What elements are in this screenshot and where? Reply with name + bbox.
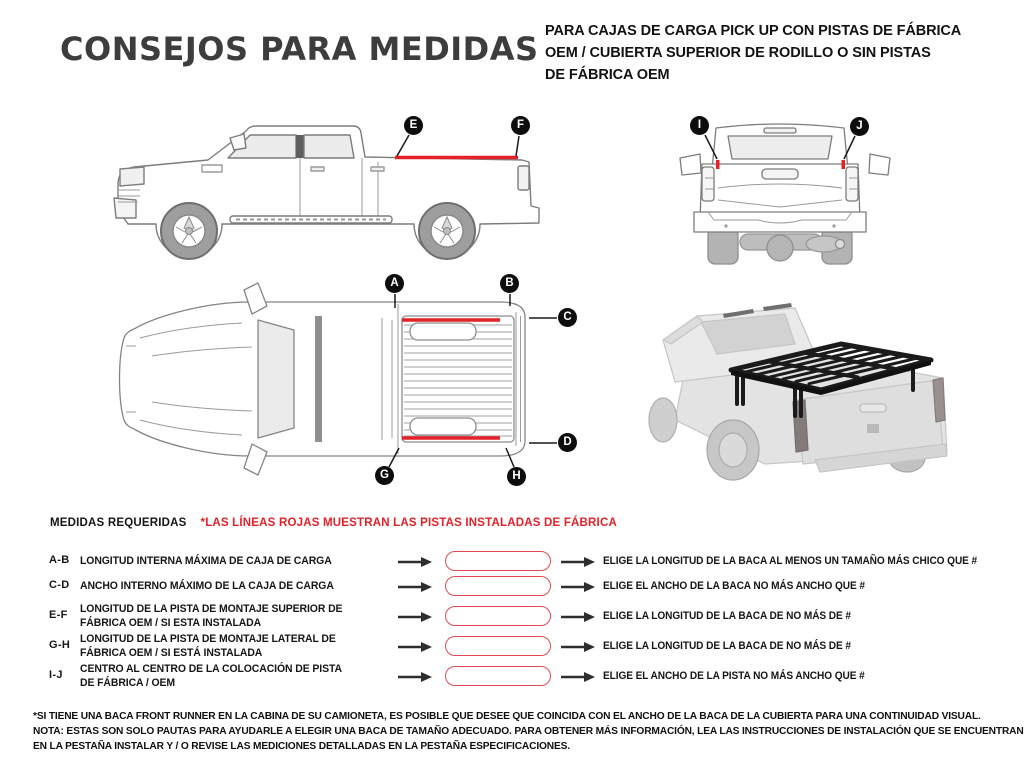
marker-j: J bbox=[850, 117, 869, 136]
arrow-right-icon bbox=[398, 671, 432, 683]
measure-description: ANCHO INTERNO MÁXIMO DE LA CAJA DE CARGA bbox=[80, 580, 334, 592]
factory-track-red-mark-right bbox=[842, 160, 846, 169]
selection-instruction: ELIGE LA LONGITUD DE LA BACA DE NO MÁS DE # bbox=[603, 610, 851, 622]
subtitle-line: OEM / CUBIERTA SUPERIOR DE RODILLO O SIN PISTAS bbox=[545, 45, 931, 61]
marker-i: I bbox=[690, 116, 709, 135]
marker-e: E bbox=[404, 116, 423, 135]
marker-d: D bbox=[558, 433, 577, 452]
measurement-entry-field bbox=[445, 551, 551, 571]
arrow-right-icon bbox=[398, 641, 432, 653]
marker-connectors-side bbox=[397, 135, 519, 156]
selection-instruction: ELIGE LA LONGITUD DE LA BACA DE NO MÁS DE # bbox=[603, 640, 851, 652]
truck-rack-render bbox=[645, 292, 1024, 492]
measurement-entry-field bbox=[445, 636, 551, 656]
footnote-line: *SI TIENE UNA BACA FRONT RUNNER EN LA CABINA DE SU CAMIONETA, ES POSIBLE QUE DESEE QUE COINCIDA CON EL ANCHO DE LA BACA DE LA CUBIERTA PARA UNA CONTINUIDAD VISUAL. bbox=[33, 711, 981, 722]
measure-code: I-J bbox=[49, 669, 63, 681]
arrow-right-icon bbox=[398, 556, 432, 568]
arrow-right-icon bbox=[561, 556, 595, 568]
footnote-line: NOTA: ESTAS SON SOLO PAUTAS PARA AYUDARLE A ELEGIR UNA BACA DE TAMAÑO ADECUADO. PARA OBTENER MÁS INFORMACIÓN, LEA LAS INSTRUCCIONES DE INSTALACIÓN QUE SE ENCUENTRAN bbox=[33, 726, 1024, 738]
truck-side-view-diagram bbox=[110, 110, 555, 268]
measurement-row-ij bbox=[0, 663, 1024, 692]
arrow-right-icon bbox=[561, 581, 595, 593]
footnotes bbox=[33, 709, 1024, 755]
required-measures-label: MEDIDAS REQUERIDAS bbox=[50, 517, 187, 529]
truck-top-view-diagram bbox=[110, 268, 585, 496]
subtitle-line: PARA CAJAS DE CARGA PICK UP CON PISTAS DE FÁBRICA bbox=[545, 23, 962, 39]
subtitle-line: DE FÁBRICA OEM bbox=[545, 67, 670, 83]
marker-f: F bbox=[511, 116, 530, 135]
truck-rack-render-drawing bbox=[645, 292, 1024, 492]
factory-track-red-mark-left bbox=[716, 160, 720, 169]
marker-c: C bbox=[558, 308, 577, 327]
measurement-entry-field bbox=[445, 576, 551, 596]
selection-instruction: ELIGE LA LONGITUD DE LA BACA AL MENOS UN TAMAÑO MÁS CHICO QUE # bbox=[603, 555, 978, 567]
selection-instruction: ELIGE EL ANCHO DE LA BACA NO MÁS ANCHO QUE # bbox=[603, 580, 865, 592]
red-lines-note: *LAS LÍNEAS ROJAS MUESTRAN LAS PISTAS INSTALADAS DE FÁBRICA bbox=[200, 517, 617, 529]
subtitle bbox=[545, 20, 961, 86]
measurement-entry-field bbox=[445, 666, 551, 686]
selection-instruction: ELIGE EL ANCHO DE LA PISTA NO MÁS ANCHO QUE # bbox=[603, 670, 865, 682]
marker-a: A bbox=[385, 274, 404, 293]
arrow-right-icon bbox=[398, 611, 432, 623]
measure-description: LONGITUD DE LA PISTA DE MONTAJE SUPERIOR DE FÁBRICA OEM / SI ESTA INSTALADA bbox=[80, 603, 343, 629]
measure-code: A-B bbox=[49, 554, 70, 566]
measurement-row-ef bbox=[0, 603, 1024, 632]
page-title: CONSEJOS PARA MEDIDAS bbox=[60, 30, 539, 68]
arrow-right-icon bbox=[561, 611, 595, 623]
measurement-row-ab bbox=[0, 551, 1024, 577]
measure-description: LONGITUD INTERNA MÁXIMA DE CAJA DE CARGA bbox=[80, 555, 332, 567]
measurement-entry-field bbox=[445, 606, 551, 626]
arrow-right-icon bbox=[398, 581, 432, 593]
truck-top-view-drawing bbox=[110, 268, 585, 496]
marker-b: B bbox=[500, 274, 519, 293]
marker-h: H bbox=[507, 467, 526, 486]
measure-code: C-D bbox=[49, 579, 70, 591]
arrow-right-icon bbox=[561, 671, 595, 683]
measure-description: CENTRO AL CENTRO DE LA COLOCACIÓN DE PISTA DE FÁBRICA / OEM bbox=[80, 663, 342, 689]
required-measures-heading bbox=[50, 517, 617, 529]
measure-code: G-H bbox=[49, 639, 71, 651]
measure-description: LONGITUD DE LA PISTA DE MONTAJE LATERAL DE FÁBRICA OEM / SI ESTÁ INSTALADA bbox=[80, 633, 336, 659]
measurement-row-cd bbox=[0, 576, 1024, 602]
marker-g: G bbox=[375, 466, 394, 485]
truck-side-view-drawing bbox=[110, 110, 555, 268]
footnote-line: EN LA PESTAÑA INSTALAR Y / O REVISE LAS MEDICIONES DETALLADAS EN LA PESTAÑA ESPECIFICACIONES. bbox=[33, 741, 570, 753]
measurement-row-gh bbox=[0, 633, 1024, 662]
measure-code: E-F bbox=[49, 609, 68, 621]
arrow-right-icon bbox=[561, 641, 595, 653]
